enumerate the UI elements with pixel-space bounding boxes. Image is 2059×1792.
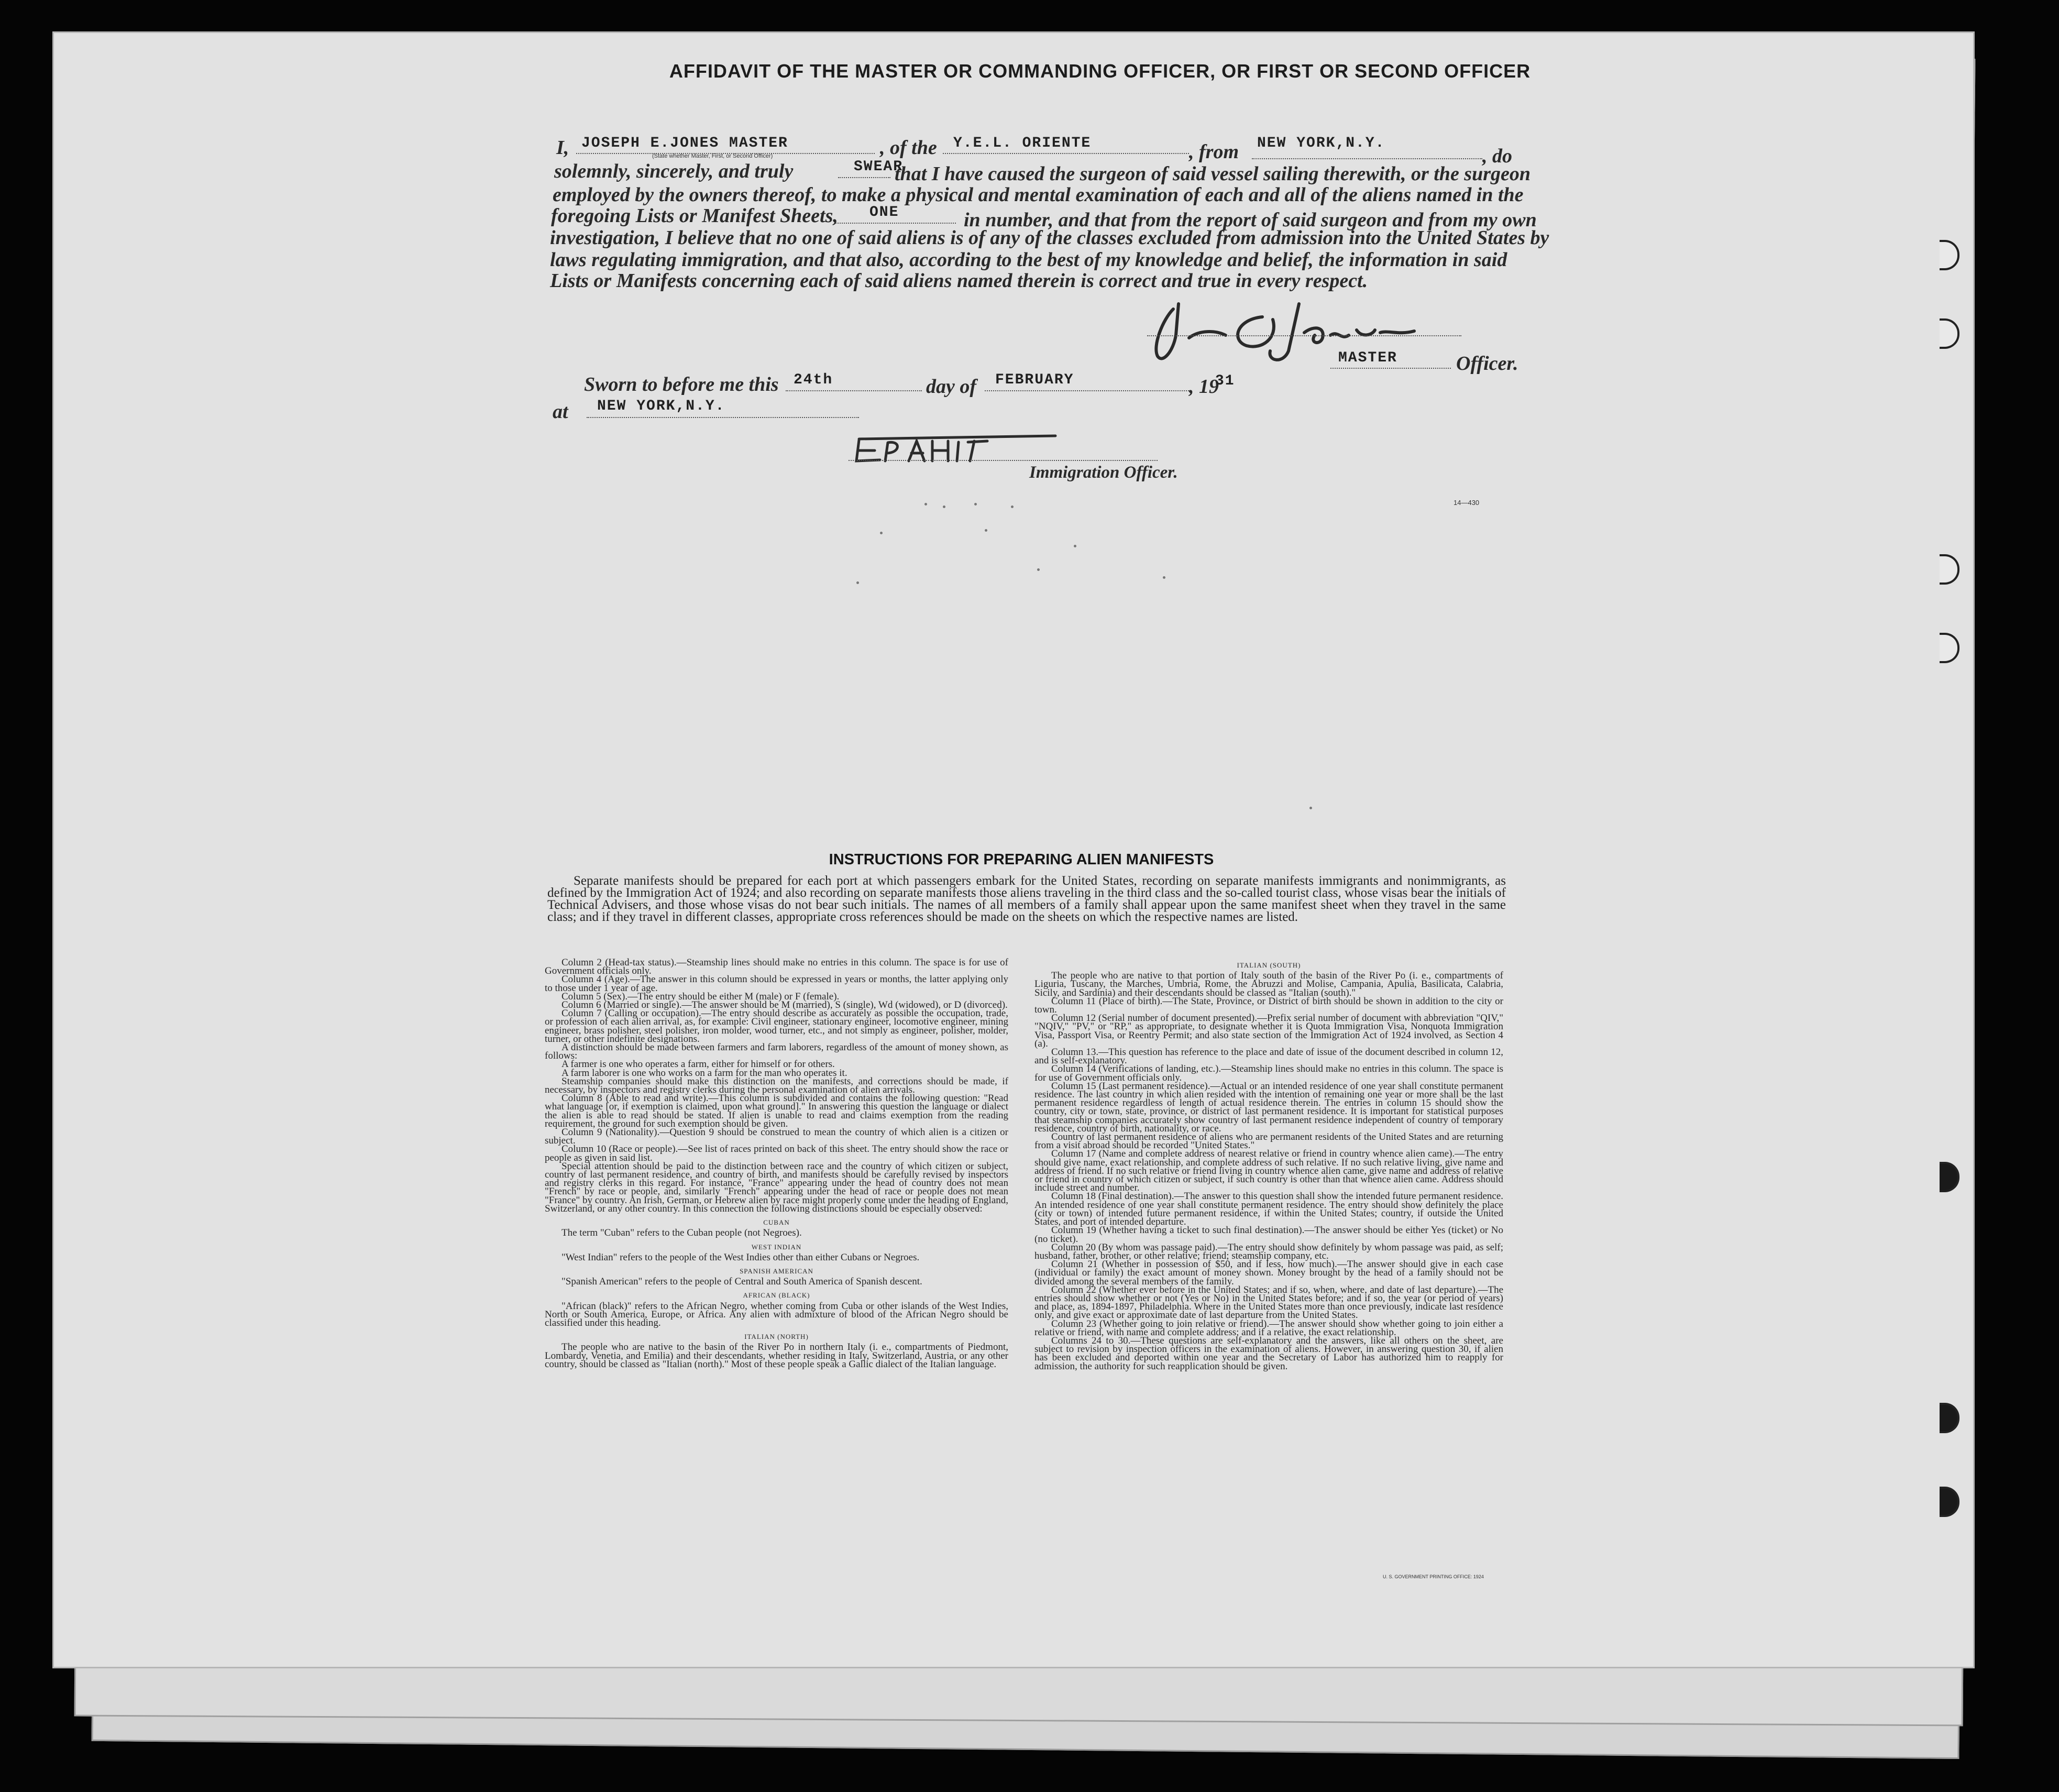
day-line — [786, 390, 922, 391]
of-the-label: , of the — [880, 137, 937, 159]
vessel-line — [943, 153, 1189, 154]
master-signature — [1142, 288, 1467, 372]
instructions-intro: Separate manifests should be prepared for each port at which passengers embark for the United States, recording on separate manifests immigrants and nonimmigrants, as defined by the Immigration Act of 1924; and also recording on separate manifests those aliens traveling in the third class and the so-called tourist class, whose visas bear the initials of Technical Advisers, and those whose visas do not bear such initials. The names of all members of a family shall appear upon the same manifest sheet when they travel in the same class; and if they travel in different classes, appropriate cross references should be made on the sheets on which the respective names are listed. — [547, 874, 1506, 924]
instruction-paragraph: "West Indian" refers to the people of the West Indies other than either Cubans or Negroes. — [561, 1251, 920, 1263]
instruction-paragraph: Steamship companies should make this distinction on the manifests, and corrections should be made, if necessary, by inspectors and registry clerks during the personal examination of alien arrivals. — [545, 1075, 1008, 1096]
instruction-paragraph: Column 12 (Serial number of document presented).—Prefix serial number of document with abbreviation "QIV," "NQIV," "PV," or "RP," as appropriate, to designate whether it is Quota Immigration Visa, Nonquota Immigration Visa, Passport Visa, or Reentry Permit; and also state section of the Immigration Act of 1924 involved, as Section 4 (a). — [1034, 1013, 1503, 1049]
instruction-paragraph: Column 23 (Whether going to join relative or friend).—The answer should show whether going to join either a relative or friend, with name and complete address; and if a relative, the exact relationship. — [1034, 1318, 1503, 1338]
month-line — [985, 390, 1189, 391]
instruction-paragraph: A farm laborer is one who works on a farm for the man who operates it. — [561, 1067, 847, 1079]
binder-hole — [1940, 318, 1959, 349]
at-label: at — [553, 401, 568, 423]
binder-hole — [1940, 633, 1959, 663]
instructions-right-column — [1034, 961, 1503, 1371]
oath-line — [838, 177, 890, 178]
bleed-through-mark — [1037, 568, 1040, 571]
instruction-paragraph: Special attention should be paid to the distinction between race and the country of which citizen or subject, country of last permanent residence, and country of birth, and manifests should be carefully revised by inspectors and registry clerks in this regard. For instance, "France" appearing under the head of country does not mean "French" by race or people, and, similarly "French" appearing under the head of race or people does not mean "France" by country. An Irish, German, or Hebrew alien by race might properly come under the heading of England, Switzerland, or any other country. In this connection the following distinctions should be especially observed: — [545, 1160, 1008, 1214]
officer-label: Officer. — [1456, 353, 1518, 375]
instruction-paragraph: Columns 24 to 30.—These questions are self-explanatory and the answers, like all others on the sheet, are subject to revision by inspection officers in the examination of aliens. However, in answering question 30, if alien has been excluded and deported within one year and the Secretary of Labor has authorized him to reapply for admission, the authority for such reapplication should be given. — [1034, 1335, 1503, 1372]
instruction-paragraph: Column 7 (Calling or occupation).—The entry should describe as accurately as possible the occupation, trade, or profession of each alien arrival, as, for example: Civil engineer, stationary engineer, locomotive engineer, mining engineer, brass polisher, steel polisher, iron molder, wood turner, etc., and not simply as engineer, polisher, molder, turner, or other indefinite designations. — [545, 1008, 1008, 1045]
affidavit-text: solemnly, sincerely, and truly — [554, 160, 794, 182]
affidavit-text: Lists or Manifests concerning each of said aliens named therein is correct and true in every respect. — [550, 270, 1368, 292]
sworn-place: NEW YORK,N.Y. — [597, 398, 725, 414]
instruction-paragraph: Column 22 (Whether ever before in the United States; and if so, when, where, and date of last departure).—The entries should show whether or not (Yes or No) in the United States before; and if so, the year (or period of years) and place, as, 1894-1897, Philadelphia. Where in the United States more than once previously, indicate last residence only, and give exact or approximate date of last departure from the United States. — [1034, 1284, 1503, 1321]
instruction-paragraph: Column 11 (Place of birth).—The State, Province, or District of birth should be shown in addition to the city or town. — [1034, 995, 1503, 1016]
form-number: 14—430 — [1454, 499, 1480, 507]
instruction-paragraph: Column 2 (Head-tax status).—Steamship lines should make no entries in this column. The space is for use of Government officials only. — [545, 957, 1008, 977]
affidavit-text: investigation, I believe that no one of said aliens is of any of the classes excluded from admission into the United States by — [550, 227, 1549, 249]
bleed-through-mark — [943, 505, 945, 508]
instruction-paragraph: Column 15 (Last permanent residence).—Actual or an intended residence of one year shall constitute permanent residence. The last country in which alien resided with the intention of remaining one year or more shall be the last permanent residence regardless of length of actual residence therein. The entries in column 15 should show the country, city or town, state, province, or district of last permanent residence. It is important for statistical purposes that steamship companies accurately show country of last permanent residence independent of country of temporary residence, country of birth, nationality, or race. — [1034, 1080, 1503, 1134]
instruction-paragraph: Column 9 (Nationality).—Question 9 should be construed to mean the country of which alien is a citizen or subject. — [545, 1127, 1008, 1147]
section-heading-african: AFRICAN (BLACK) — [743, 1291, 810, 1300]
section-heading-spanish-american: SPANISH AMERICAN — [740, 1267, 813, 1275]
binder-hole — [1940, 1487, 1959, 1517]
officer-name: JOSEPH E.JONES MASTER — [581, 135, 788, 151]
instruction-paragraph: A distinction should be made between farmers and farm laborers, regardless of the amount of money shown, as follows: — [545, 1042, 1008, 1062]
year-suffix: 31 — [1215, 373, 1235, 389]
printer-imprint: U. S. GOVERNMENT PRINTING OFFICE: 1924 — [1383, 1574, 1484, 1579]
officer-rank: MASTER — [1338, 350, 1397, 366]
place-line — [587, 417, 859, 418]
section-heading-italian-south: ITALIAN (SOUTH) — [1237, 961, 1301, 969]
bleed-through-mark — [974, 503, 977, 505]
departure-port: NEW YORK,N.Y. — [1257, 135, 1385, 151]
instruction-paragraph: Column 18 (Final destination).—The answer to this question shall show the intended future permanent residence. An intended residence of one year shall constitute permanent residence. The entry should show definitely the place (city or town) of intended future permanent residence, if within the United States; country, if outside the United States, and port of intended departure. — [1034, 1191, 1503, 1228]
year-prefix: , 19 — [1189, 376, 1219, 398]
instruction-paragraph: Column 13.—This question has reference to the place and date of issue of the document described in column 12, and is self-explanatory. — [1034, 1047, 1503, 1067]
instruction-paragraph: Column 8 (Able to read and write).—This column is subdivided and contains the following question: "Read what language [or, if exemption is claimed, upon what ground]." In answering this question the language or dialect the alien is able to read should be stated. If alien is unable to read and claims exemption from the reading requirement, the ground for such exemption should be given. — [545, 1093, 1008, 1129]
count-line — [835, 223, 956, 224]
instruction-paragraph: Column 4 (Age).—The answer in this column should be expressed in years or months, the latter applying only to those under 1 year of age. — [545, 974, 1008, 994]
bleed-through-mark — [924, 503, 927, 505]
instruction-paragraph: The people who are native to that portion of Italy south of the basin of the River Po (i. e., compartments of Liguria, Tuscany, the Marches, Umbria, Rome, the Abruzzi and Molise, Campania, Apulia, Basilicata, Calabria, Sicily, and Sardinia) and their descendants should be classed as "Italian (south)." — [1034, 970, 1503, 998]
i-label: I, — [556, 137, 569, 159]
affidavit-heading: AFFIDAVIT OF THE MASTER OR COMMANDING OFFICER, OR FIRST OR SECOND OFFICER — [669, 60, 1531, 82]
affidavit-text: that I have caused the surgeon of said vessel sailing therewith, or the surgeon — [895, 163, 1531, 185]
section-heading-west-indian: WEST INDIAN — [751, 1243, 802, 1251]
instruction-paragraph: Column 5 (Sex).—The entry should be either M (male) or F (female). — [561, 991, 840, 1002]
rank-line — [1330, 368, 1451, 369]
instruction-paragraph: Column 19 (Whether having a ticket to such final destination).—The answer should be either Yes (ticket) or No (no ticket). — [1034, 1225, 1503, 1245]
bleed-through-mark — [1309, 807, 1312, 809]
instruction-paragraph: The people who are native to the basin of the River Po in northern Italy (i. e., compartments of Piedmont, Lombardy, Venetia, and Emilia) and their descendants, whether residing in Italy, Switzerland, Austria, or any other country, should be classed as "Italian (north)." Most of these people speak a Gallic dialect of the Italian language. — [545, 1342, 1008, 1370]
do-label: , do — [1482, 145, 1512, 167]
binder-hole — [1940, 1162, 1959, 1192]
bleed-through-mark — [1163, 576, 1165, 579]
instruction-paragraph: Column 6 (Married or single).—The answer should be M (married), S (single), Wd (widowed), or D (divorced). — [561, 999, 1008, 1011]
instruction-paragraph: Column 20 (By whom was passage paid).—The entry should show definitely by whom passage was paid, as self; husband, father, brother, or other relative; friend; steamship company, etc. — [1034, 1241, 1503, 1261]
instruction-paragraph: "African (black)" refers to the African Negro, whether coming from Cuba or other islands of the West Indies, North or South America, Europe, or Africa. Any alien with admixture of blood of the African Negro should be classified under this heading. — [545, 1300, 1008, 1328]
from-label: , from — [1189, 141, 1239, 163]
bleed-through-mark — [856, 581, 859, 584]
binder-hole — [1940, 554, 1959, 585]
sworn-month: FEBRUARY — [995, 372, 1074, 388]
vessel-name: Y.E.L. ORIENTE — [953, 135, 1092, 151]
immigration-officer-label: Immigration Officer. — [1029, 463, 1178, 482]
instruction-paragraph: Column 21 (Whether in possession of $50, and if less, how much).—The answer should give in each case (individual or family) the exact amount of money shown. Money brought by the head of a family should not be divided among the several members of the family. — [1034, 1259, 1503, 1287]
sworn-day: 24th — [794, 372, 833, 388]
signature-line — [1147, 335, 1461, 336]
section-heading-cuban: CUBAN — [763, 1218, 790, 1227]
instruction-paragraph: Column 14 (Verifications of landing, etc.).—Steamship lines should make no entries in this column. The space is for use of Government officials only. — [1034, 1063, 1503, 1083]
instruction-paragraph: Column 10 (Race or people).—See list of races printed on back of this sheet. The entry should show the race or people as given in said list. — [545, 1144, 1008, 1163]
day-of-label: day of — [926, 376, 977, 398]
immigration-officer-line — [849, 460, 1158, 461]
affidavit-text: employed by the owners thereof, to make a physical and mental examination of each and all of the aliens named in the — [553, 184, 1524, 206]
affidavit-text: foregoing Lists or Manifest Sheets, — [551, 205, 838, 227]
instructions-title: INSTRUCTIONS FOR PREPARING ALIEN MANIFESTS — [829, 851, 1214, 868]
bleed-through-mark — [880, 532, 883, 534]
binder-hole — [1940, 1403, 1959, 1433]
from-line — [1252, 158, 1482, 159]
instructions-left-column — [545, 959, 1008, 1369]
instruction-paragraph: Column 17 (Name and complete address of nearest relative or friend in country whence alien came).—The entry should give name, exact relationship, and complete address of such relative. If no such relative living, give name and address of friend. If no such relative or friend living in country whence alien came, give name and address of relative or friend in country of which citizen or subject, if such country is other than that whence alien came. Address should include street and number. — [1034, 1148, 1503, 1194]
section-heading-italian-north: ITALIAN (NORTH) — [744, 1333, 809, 1341]
instruction-paragraph: The term "Cuban" refers to the Cuban people (not Negroes). — [561, 1227, 802, 1239]
binder-hole — [1940, 240, 1959, 270]
oath-type: SWEAR — [854, 159, 904, 175]
instruction-paragraph: "Spanish American" refers to the people of Central and South America of Spanish descent. — [561, 1276, 922, 1288]
instruction-paragraph: Country of last permanent residence of aliens who are permanent residents of the United States and are returning from a visit abroad should be recorded "United States." — [1034, 1131, 1503, 1151]
instruction-paragraph: A farmer is one who operates a farm, either for himself or for others. — [561, 1059, 835, 1070]
affidavit-text: in number, and that from the report of said surgeon and from my own — [964, 209, 1537, 231]
bleed-through-mark — [1074, 545, 1076, 547]
sheet-count: ONE — [869, 204, 899, 221]
bleed-through-mark — [985, 529, 987, 532]
affidavit-text: laws regulating immigration, and that also, according to the best of my knowledge and belief, the information in said — [550, 249, 1507, 271]
bleed-through-mark — [1011, 505, 1014, 508]
sworn-label: Sworn to before me this — [584, 373, 779, 395]
rank-note: (State whether Master, First, or Second Officer) — [652, 153, 773, 159]
